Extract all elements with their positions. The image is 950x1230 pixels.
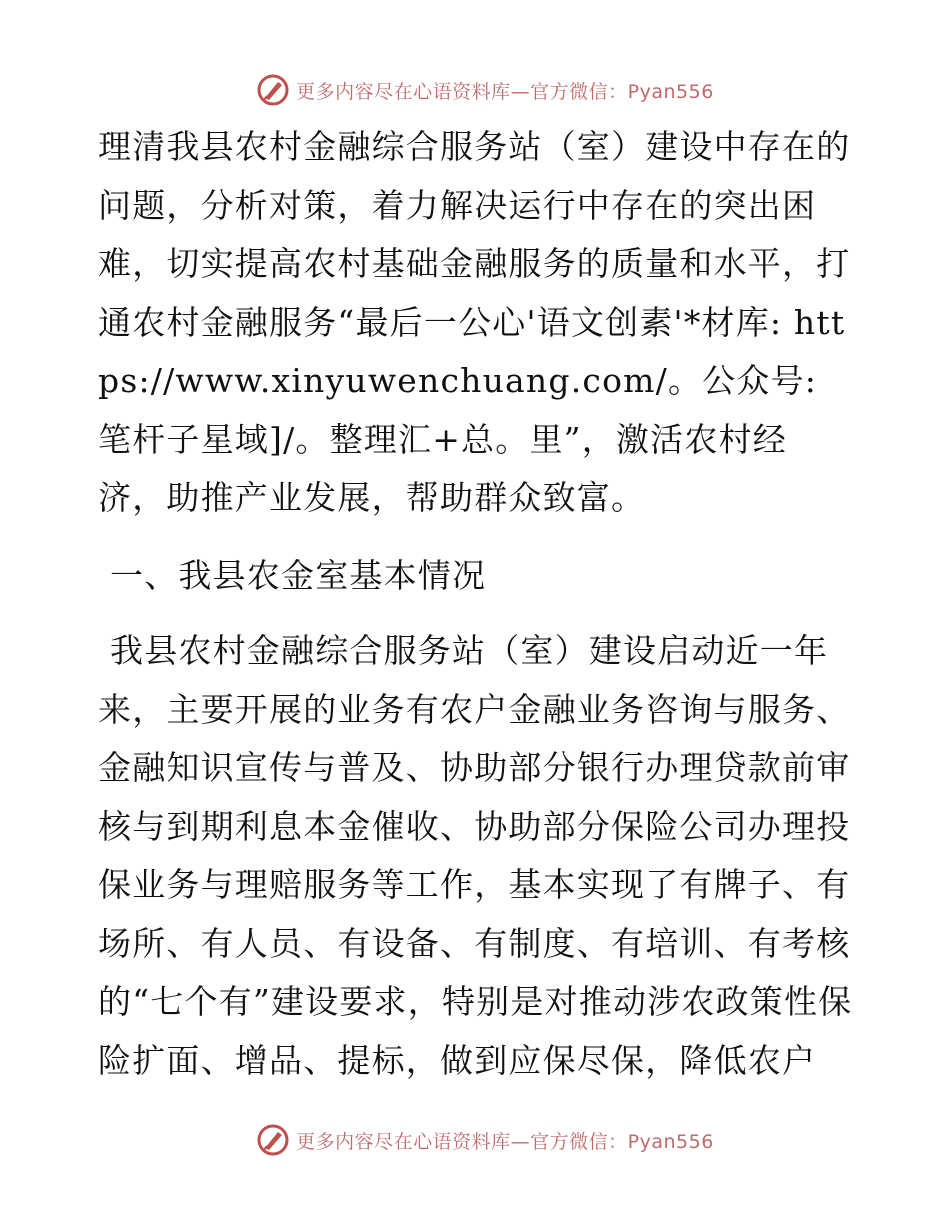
footer-banner-text: 更多内容尽在心语资料库—官方微信：Pyan556 <box>296 1130 714 1153</box>
paragraph-section-body: 我县农村金融综合服务站（室）建设启动近一年来，主要开展的业务有农户金融业务咨询与服务、金融知识宣传与普及、协助部分银行办理贷款前审核与到期利息本金催收、协助部分保险公司办理投保业务与理赔服务等工作，基本实现了有牌子、有场所、有人员、有设备、有制度、有培训、有考核的“七个有”建设要求，特别是对推动涉农政策性保险扩面、增品、提标，做到应保尽保，降低农户 <box>98 631 853 1080</box>
section-heading: 一、我县农金室基本情况 <box>110 555 487 595</box>
header-banner-inner <box>256 73 714 107</box>
paragraph-intro: 理清我县农村金融综合服务站（室）建设中存在的问题，分析对策，着力解决运行中存在的突出困难，切实提高农村基础金融服务的质量和水平，打通农村金融服务“最后一公心'语文创素'*材库: https://www.xinyuwenchuang.com/。公众号: 笔杆子星域]/。整理汇+总。里”，激活农村经济，助推产业发展，帮助群众致富。 <box>98 127 851 517</box>
footer-banner-inner <box>256 1123 714 1157</box>
quill-pen-logo-icon <box>256 73 290 107</box>
header-banner <box>0 70 950 110</box>
header-banner-text: 更多内容尽在心语资料库—官方微信：Pyan556 <box>296 80 714 103</box>
quill-pen-logo-icon <box>256 1123 290 1157</box>
document-body <box>98 118 854 1090</box>
footer-banner <box>0 1120 950 1160</box>
